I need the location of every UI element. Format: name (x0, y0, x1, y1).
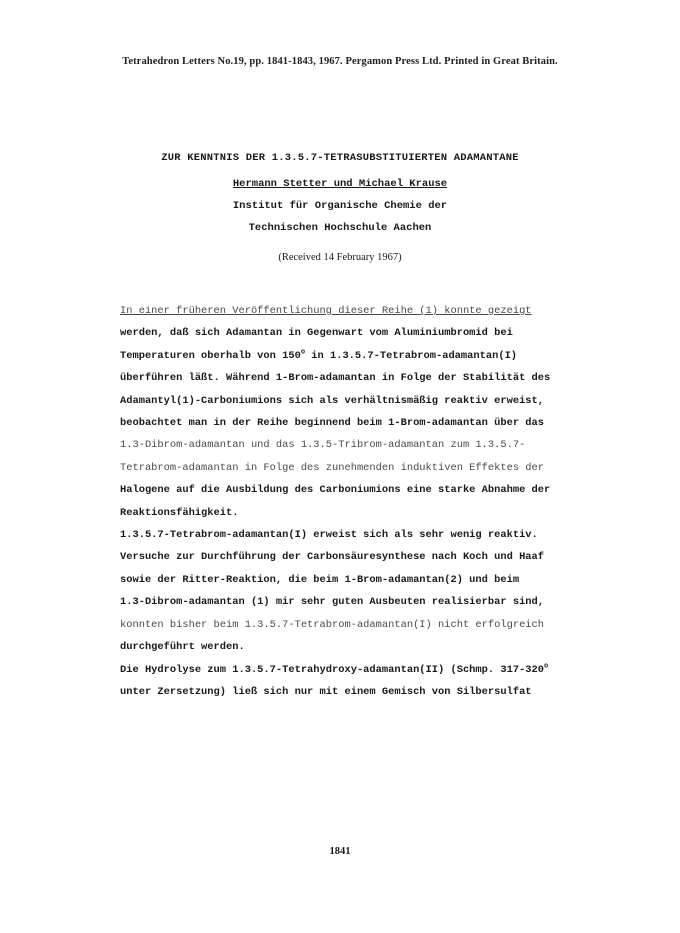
body-line: 1.3.5.7-Tetrabrom-adamantan(I) erweist sich als sehr wenig reaktiv. (120, 529, 538, 542)
body-line: Halogene auf die Ausbildung des Carboniumions eine starke Abnahme der (120, 484, 551, 497)
affiliation-university: Technischen Hochschule Aachen (248, 222, 432, 234)
body-line-text: Temperaturen oberhalb von 150 (120, 349, 301, 362)
page-number: 1841 (329, 846, 351, 857)
article-authors: Hermann Stetter und Michael Krause (232, 178, 448, 190)
body-line-text: Die Hydrolyse zum 1.3.5.7-Tetrahydroxy-adamantan(II) (Schmp. 317-320 (120, 663, 545, 676)
article-title: ZUR KENNTNIS DER 1.3.5.7-TETRASUBSTITUIERTEN ADAMANTANE (161, 152, 519, 164)
body-line: konnten bisher beim 1.3.5.7-Tetrabrom-adamantan(I) nicht erfolgreich (120, 618, 545, 631)
body-line: sowie der Ritter-Reaktion, die beim 1-Brom-adamantan(2) und beim (120, 573, 520, 586)
journal-citation-header: Tetrahedron Letters No.19, pp. 1841-1843, 1967. Pergamon Press Ltd. Printed in Great Britain. (122, 56, 558, 67)
body-line (120, 659, 600, 681)
body-line (120, 345, 600, 367)
degree-superscript: o (300, 348, 306, 357)
body-line-text: in 1.3.5.7-Tetrabrom-adamantan(I) (305, 349, 518, 362)
title-block (0, 152, 680, 263)
body-line: In einer früheren Veröffentlichung dieser Reihe (1) konnte gezeigt (120, 305, 532, 317)
body-line: Versuche zur Durchführung der Carbonsäuresynthese nach Koch und Haaf (120, 551, 545, 564)
article-body (120, 300, 600, 703)
body-line: Tetrabrom-adamantan in Folge des zunehmenden induktiven Effektes der (120, 461, 545, 474)
body-line: unter Zersetzung) ließ sich nur mit einem Gemisch von Silbersulfat (120, 685, 532, 698)
body-line: 1.3-Dibrom-adamantan und das 1.3.5-Tribrom-adamantan zum 1.3.5.7- (120, 439, 526, 452)
body-line: werden, daß sich Adamantan in Gegenwart vom Aluminiumbromid bei (120, 327, 513, 340)
degree-superscript: o (544, 662, 549, 671)
body-line: beobachtet man in der Reihe beginnend beim 1-Brom-adamantan über das (120, 417, 545, 430)
body-line: überführen läßt. Während 1-Brom-adamantan in Folge der Stabilität des (120, 372, 551, 385)
body-line: 1.3-Dibrom-adamantan (1) mir sehr guten Ausbeuten realisierbar sind, (120, 596, 545, 609)
received-date: (Received 14 February 1967) (278, 252, 402, 263)
affiliation-institute: Institut für Organische Chemie der (232, 200, 448, 212)
body-line: Reaktionsfähigkeit. (120, 506, 239, 519)
body-line: durchgeführt werden. (120, 641, 245, 654)
body-line: Adamantyl(1)-Carboniumions sich als verhältnismäßig reaktiv erweist, (120, 394, 545, 407)
